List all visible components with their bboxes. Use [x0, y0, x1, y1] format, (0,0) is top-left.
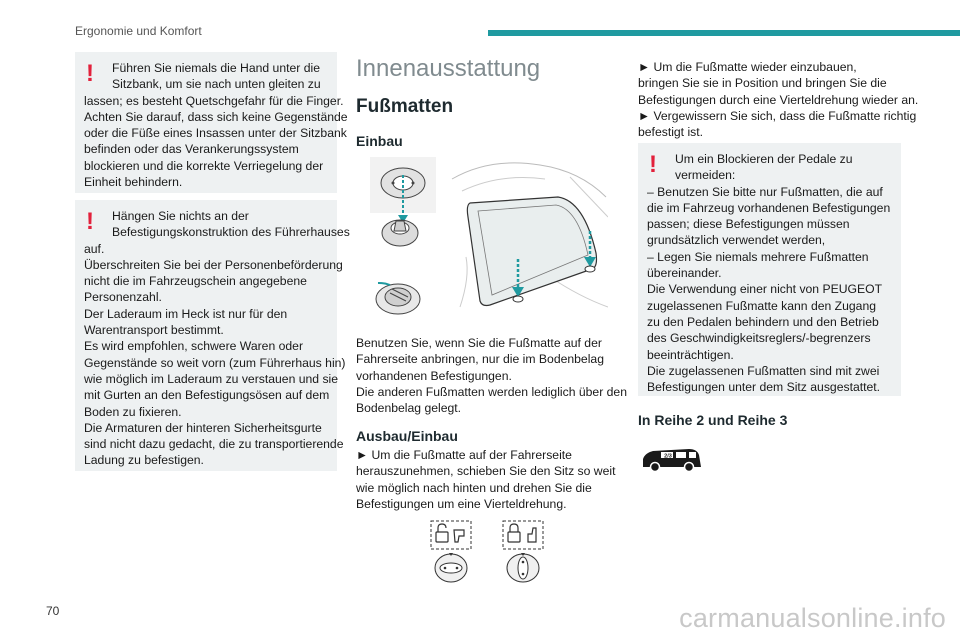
ausbau-paragraph: ► Um die Fußmatte auf der Fahrerseite herauszunehmen, schieben Sie den Sitz so weit wie möglich nach hinten und drehen Sie die Befestigungen um eine Vierteldrehung.	[356, 448, 616, 511]
warning-box-1	[75, 52, 348, 193]
lock-icon	[503, 521, 543, 582]
van-icon	[641, 447, 703, 473]
page-number: 70	[46, 604, 60, 618]
watermark: carmanualsonline.info	[679, 603, 946, 633]
warning-box-3	[638, 143, 901, 396]
page-title: Innenausstattung	[356, 55, 541, 82]
warning-text-2: Hängen Sie nichts an der Befestigungskonstruktion des Führerhauses auf. Überschreiten Sie bei der Personenbeförderung nicht die im Fahrzeugschein angegebene Personenzahl. Der Laderaum im Heck ist nur für den Warentransport bestimmt. Es wird empfohlen, schwere Waren oder Gegenstände so weit vorn (zum Führerhaus hin) wie möglich im Laderaum zu verstauen und sie mit Gurten an den Befestigungsösen auf dem Boden zu fixieren. Die Armaturen der hinteren Sicherheitsgurte sind nicht dazu gedacht, die zu transportierende Ladung zu befestigen.	[84, 209, 350, 468]
warning-icon: !	[86, 208, 94, 235]
installation-instructions: ► Um die Fußmatte wieder einzubauen, bringen Sie sie in Position und bringen Sie die Befestigungen durch eine Vierteldrehung wieder an. ► Vergewissern Sie sich, dass die Fußmatte richtig befestigt ist.	[638, 60, 919, 140]
warning-icon: !	[86, 60, 94, 87]
warning-text-1: Führen Sie niemals die Hand unter die Sitzbank, um sie nach unten gleiten zu lassen; es besteht Quetschgefahr für die Finger. Achten Sie darauf, dass sich keine Gegenstände oder die Füße eines Insassen unter der Sitzbank befinden oder das Verankerungssystem blockieren und die korrekte Verriegelung der Einheit behindern.	[84, 61, 348, 190]
warning-icon: !	[649, 151, 657, 178]
warning-text-3: Um ein Blockieren der Pedale zu vermeiden: – Benutzen Sie bitte nur Fußmatten, die auf die im Fahrzeug vorhandenen Befestigungen passen; diese Befestigungen müssen grundsätzlich verwendet werden, – Legen Sie niemals mehrere Fußmatten übereinander. Die Verwendung einer nicht von PEUGEOT zugelassenen Fußmatte kann den Zugang zu den Pedalen behindern und den Betrieb des Geschwindigkeitsreglers/-begrenzers beeinträchtigen. Die zugelassenen Fußmatten sind mit zwei Befestigungen unter dem Sitz ausgestattet.	[647, 152, 891, 395]
subsection-einbau: Einbau	[356, 133, 403, 149]
subsection-ausbau: Ausbau/Einbau	[356, 428, 458, 444]
floor-mat-illustration	[370, 157, 608, 317]
warning-box-2	[75, 200, 350, 471]
header-accent-bar	[488, 30, 960, 36]
einbau-paragraph: Benutzen Sie, wenn Sie die Fußmatte auf der Fahrerseite anbringen, nur die im Bodenbelag vorhandenen Befestigungen. Die anderen Fußmatten werden lediglich über den Bodenbelag gelegt.	[356, 336, 627, 416]
running-header: Ergonomie und Komfort	[75, 24, 202, 38]
subsection-rows: In Reihe 2 und Reihe 3	[638, 412, 788, 428]
fastener-lock-icons	[428, 518, 550, 584]
unlock-icon	[431, 521, 471, 582]
section-title: Fußmatten	[356, 96, 454, 117]
van-icon-label: 2/3	[664, 453, 672, 460]
